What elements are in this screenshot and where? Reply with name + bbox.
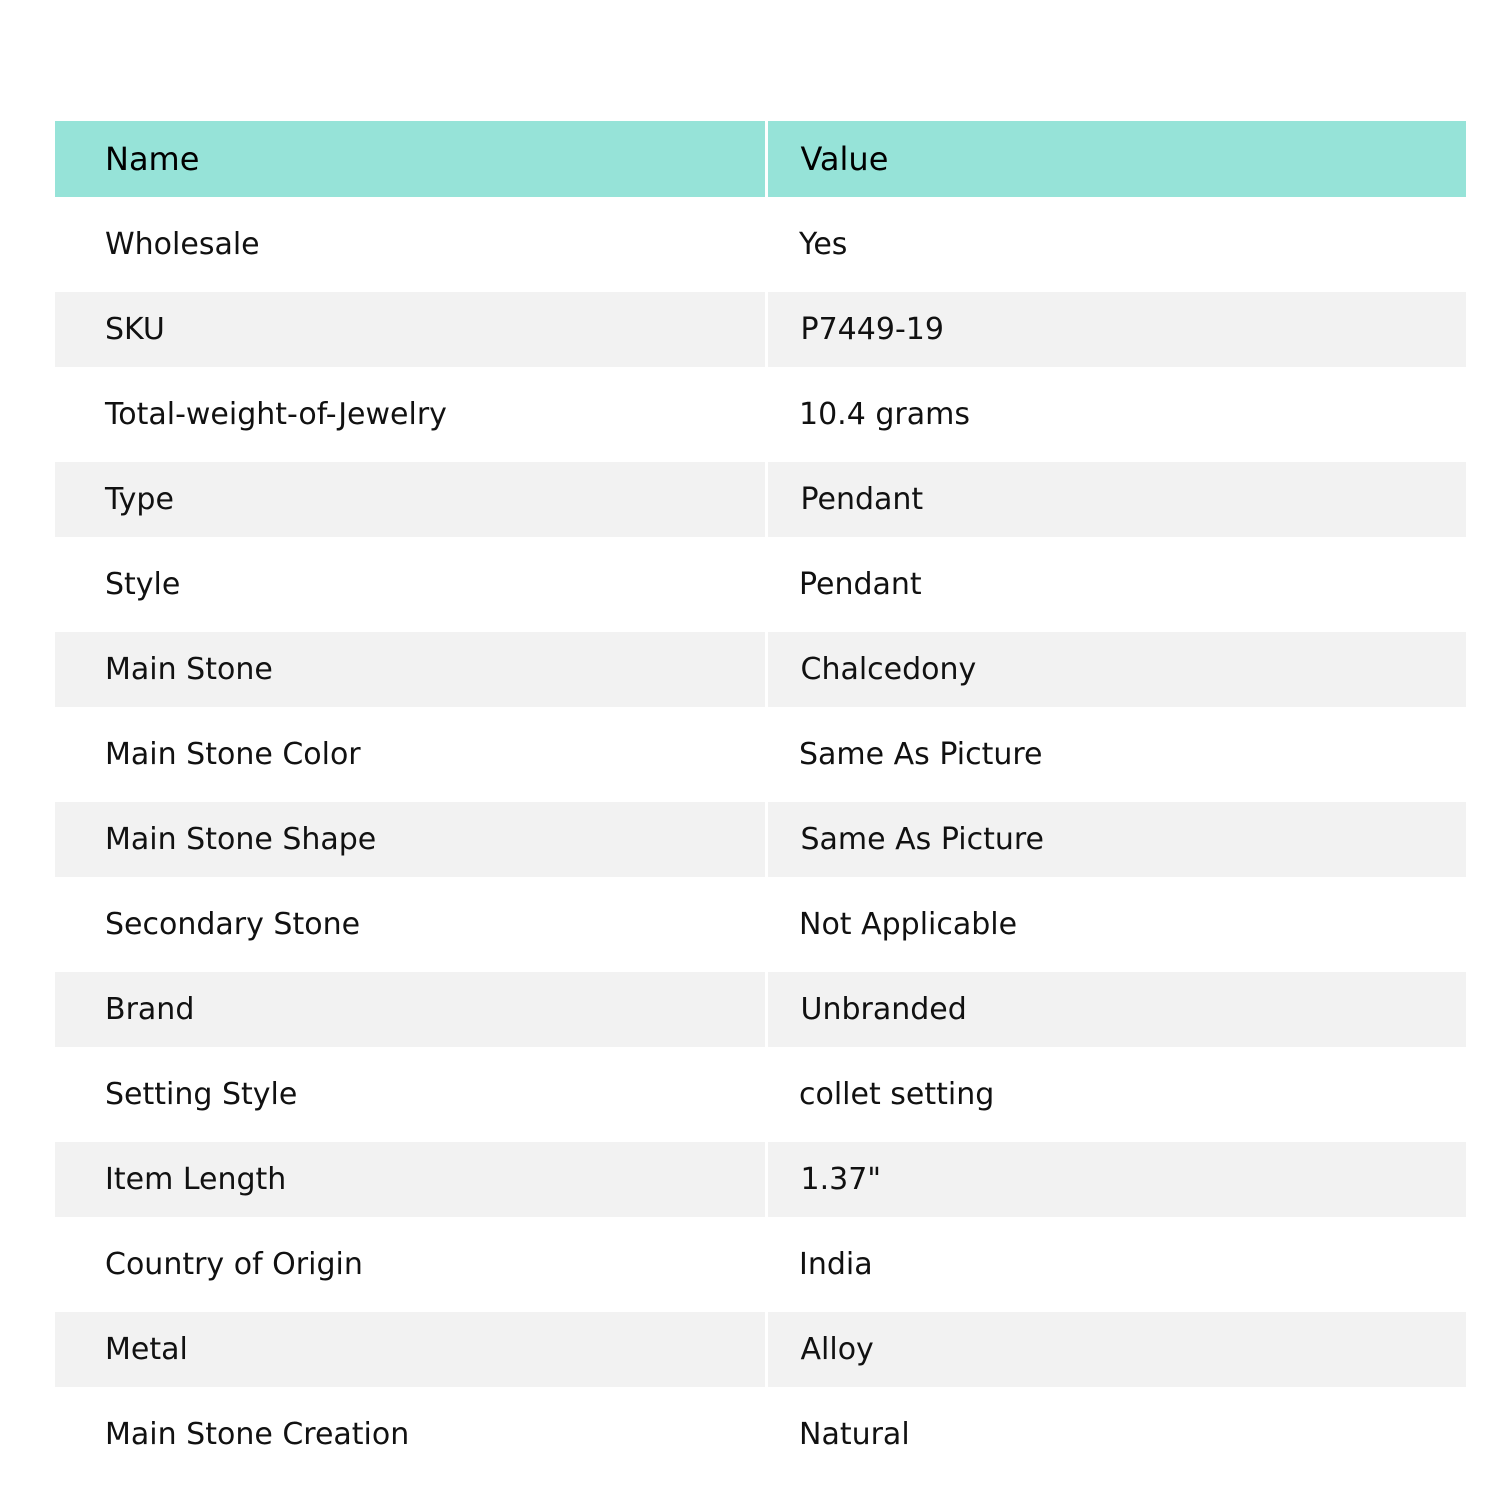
attribute-value-cell: Yes: [799, 227, 848, 262]
value-column-header: Value: [800, 140, 889, 178]
table-row: [55, 707, 1466, 802]
attribute-value-cell: P7449-19: [800, 312, 944, 347]
attribute-value-cell: Pendant: [800, 482, 924, 517]
attribute-name-cell: Main Stone: [55, 632, 766, 707]
table-row: [55, 972, 1466, 1047]
attribute-value-cell: India: [799, 1247, 873, 1282]
attribute-value-cell: 10.4 grams: [799, 397, 970, 432]
table-body: [55, 197, 1466, 1482]
product-spec-table: [55, 121, 1466, 1482]
table-row: [55, 1142, 1466, 1217]
attribute-value-cell: Same As Picture: [800, 822, 1045, 857]
table-header: [55, 121, 1466, 197]
attribute-value-cell: 1.37": [800, 1162, 882, 1197]
attribute-value-cell: Unbranded: [800, 992, 967, 1027]
table-row: [55, 1312, 1466, 1387]
attribute-value-cell: Pendant: [799, 567, 922, 602]
table-row: [55, 877, 1466, 972]
table-row: [55, 292, 1466, 367]
attribute-name-cell: Main Stone Creation: [105, 1417, 410, 1452]
attribute-name-cell: Main Stone Color: [105, 737, 361, 772]
attribute-name-cell: SKU: [55, 292, 766, 367]
attribute-value-cell: Alloy: [800, 1332, 874, 1367]
table-row: [55, 1217, 1466, 1312]
attribute-value-cell: Not Applicable: [799, 907, 1018, 942]
attribute-name-cell: Country of Origin: [105, 1247, 363, 1282]
table-row: [55, 802, 1466, 877]
table-row: [55, 1047, 1466, 1142]
attribute-name-cell: Type: [55, 462, 766, 537]
attribute-name-cell: Secondary Stone: [105, 907, 361, 942]
table-row: [55, 197, 1466, 292]
name-column-header: Name: [55, 121, 766, 197]
attribute-value-cell: Chalcedony: [800, 652, 977, 687]
attribute-name-cell: Brand: [55, 972, 766, 1047]
table-header-row: [55, 121, 1466, 197]
attribute-value-cell: Same As Picture: [799, 737, 1043, 772]
attribute-name-cell: Setting Style: [105, 1077, 298, 1112]
attribute-name-cell: Wholesale: [105, 227, 260, 262]
table-row: [55, 537, 1466, 632]
attribute-name-cell: Metal: [55, 1312, 766, 1387]
attribute-name-cell: Item Length: [55, 1142, 766, 1217]
table-row: [55, 632, 1466, 707]
attribute-value-cell: collet setting: [799, 1077, 995, 1112]
table-row: [55, 1387, 1466, 1482]
table-row: [55, 462, 1466, 537]
attribute-name-cell: Style: [105, 567, 181, 602]
attribute-value-cell: Natural: [799, 1417, 910, 1452]
table-row: [55, 367, 1466, 462]
attribute-name-cell: Total-weight-of-Jewelry: [105, 397, 447, 432]
attribute-name-cell: Main Stone Shape: [55, 802, 766, 877]
